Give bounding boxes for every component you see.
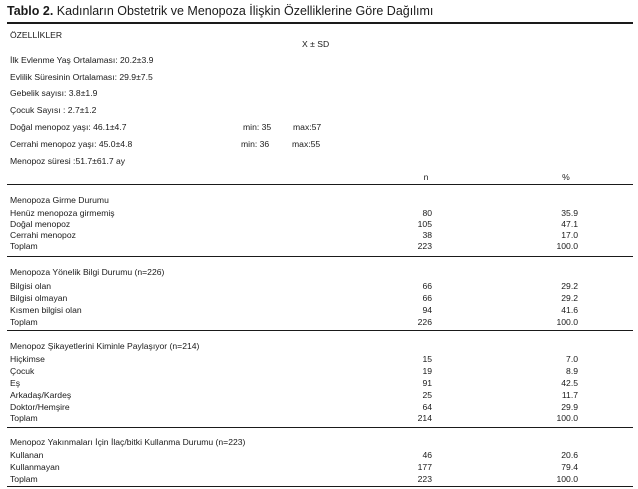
row-label: Doğal menopoz — [10, 219, 71, 229]
row-pct: 35.9 — [561, 208, 578, 218]
row-n: 177 — [417, 462, 432, 472]
row-pct: 100.0 — [556, 474, 578, 484]
section-heading: Menopoz Şikayetlerini Kiminle Paylaşıyor (n=214) — [10, 341, 200, 351]
row-label: Arkadaş/Kardeş — [10, 390, 72, 400]
row-label: Kullanan — [10, 450, 44, 460]
row-pct: 7.0 — [566, 354, 578, 364]
row-n: 223 — [417, 241, 432, 251]
section-heading: Menopoz Yakınmaları İçin İlaç/bitki Kullanma Durumu (n=223) — [10, 437, 246, 447]
feature-row: İlk Evlenme Yaş Ortalaması: 20.2±3.9 — [10, 55, 154, 65]
top-rule — [7, 22, 633, 24]
stat-header: X ± SD — [302, 39, 330, 49]
row-n: 19 — [422, 366, 432, 376]
row-pct: 29.2 — [561, 281, 578, 291]
features-header: ÖZELLİKLER — [10, 30, 63, 40]
row-n: 214 — [417, 413, 432, 423]
row-label: Bilgisi olan — [10, 281, 52, 291]
row-pct: 100.0 — [556, 317, 578, 327]
row-label: Eş — [10, 378, 21, 388]
row-label: Cerrahi menopoz — [10, 230, 76, 240]
surgical-max: max:55 — [292, 139, 321, 149]
row-n: 91 — [422, 378, 432, 388]
row-n: 64 — [422, 402, 432, 412]
row-label: Bilgisi olmayan — [10, 293, 68, 303]
row-n: 223 — [417, 474, 432, 484]
row-n: 15 — [422, 354, 432, 364]
col-pct-header: % — [562, 172, 570, 182]
row-label: Toplam — [10, 474, 38, 484]
row-pct: 100.0 — [556, 241, 578, 251]
col-n-header: n — [423, 172, 429, 182]
header-rule — [7, 184, 633, 185]
row-label: Henüz menopoza girmemiş — [10, 208, 115, 218]
row-pct: 41.6 — [561, 305, 578, 315]
section-rule — [7, 256, 633, 257]
section-heading: Menopoza Yönelik Bilgi Durumu (n=226) — [10, 267, 165, 277]
feature-row: Çocuk Sayısı : 2.7±1.2 — [10, 105, 97, 115]
row-label: Toplam — [10, 317, 38, 327]
row-label: Hiçkimse — [10, 354, 45, 364]
row-n: 66 — [422, 293, 432, 303]
row-n: 46 — [422, 450, 432, 460]
feature-row: Gebelik sayısı: 3.8±1.9 — [10, 88, 98, 98]
row-pct: 47.1 — [561, 219, 578, 229]
row-label: Çocuk — [10, 366, 35, 376]
row-pct: 29.2 — [561, 293, 578, 303]
row-pct: 11.7 — [561, 390, 578, 400]
table-title — [7, 4, 433, 18]
section-rule — [7, 330, 633, 331]
row-pct: 100.0 — [556, 413, 578, 423]
surgical-min: min: 36 — [241, 139, 270, 149]
row-pct: 29.9 — [561, 402, 578, 412]
row-pct: 20.6 — [561, 450, 578, 460]
section-heading: Menopoza Girme Durumu — [10, 195, 109, 205]
row-label: Doktor/Hemşire — [10, 402, 70, 412]
natural-min: min: 35 — [243, 122, 272, 132]
bottom-rule — [7, 486, 633, 487]
table-caption: Kadınların Obstetrik ve Menopoza İlişkin Özelliklerine Göre Dağılımı — [53, 4, 434, 18]
row-pct: 79.4 — [561, 462, 578, 472]
feature-row: Cerrahi menopoz yaşı: 45.0±4.8 — [10, 139, 133, 149]
row-pct: 8.9 — [566, 366, 578, 376]
section-rule — [7, 427, 633, 428]
row-label: Kullanmayan — [10, 462, 60, 472]
feature-row: Menopoz süresi :51.7±61.7 ay — [10, 156, 126, 166]
row-label: Toplam — [10, 241, 38, 251]
row-pct: 17.0 — [561, 230, 578, 240]
row-label: Toplam — [10, 413, 38, 423]
feature-row: Evlilik Süresinin Ortalaması: 29.9±7.5 — [10, 72, 153, 82]
row-n: 80 — [422, 208, 432, 218]
row-n: 226 — [417, 317, 432, 327]
feature-row: Doğal menopoz yaşı: 46.1±4.7 — [10, 122, 127, 132]
row-n: 66 — [422, 281, 432, 291]
row-n: 25 — [422, 390, 432, 400]
row-n: 105 — [417, 219, 432, 229]
table-number: Tablo 2. — [7, 4, 54, 18]
row-label: Kısmen bilgisi olan — [10, 305, 82, 315]
row-n: 94 — [422, 305, 432, 315]
row-n: 38 — [422, 230, 432, 240]
natural-max: max:57 — [293, 122, 322, 132]
row-pct: 42.5 — [561, 378, 578, 388]
